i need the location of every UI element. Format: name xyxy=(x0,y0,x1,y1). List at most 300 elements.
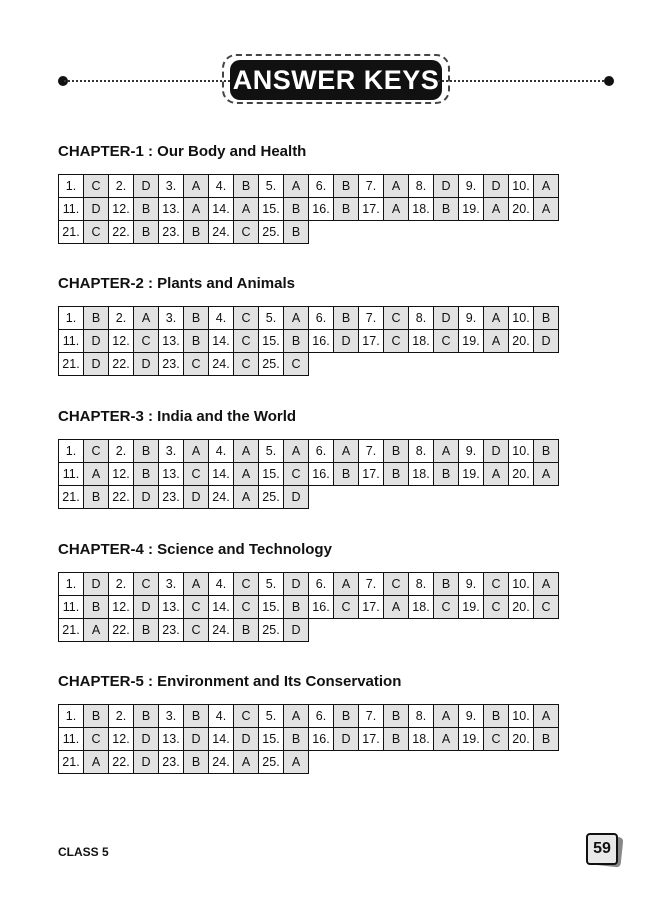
question-number: 9. xyxy=(459,573,484,596)
question-number: 18. xyxy=(409,463,434,486)
question-number: 1. xyxy=(59,573,84,596)
answer-cell: B xyxy=(384,463,409,486)
question-number: 10. xyxy=(509,307,534,330)
answer-cell: D xyxy=(84,198,109,221)
answer-cell: D xyxy=(184,486,209,509)
answer-cell: C xyxy=(234,307,259,330)
question-number: 8. xyxy=(409,175,434,198)
answer-cell: A xyxy=(534,198,559,221)
question-number: 1. xyxy=(59,175,84,198)
empty-cell xyxy=(334,486,359,509)
question-number: 13. xyxy=(159,463,184,486)
empty-cell xyxy=(384,221,409,244)
answer-cell: B xyxy=(134,221,159,244)
answer-cell: A xyxy=(234,463,259,486)
answer-cell: A xyxy=(184,440,209,463)
empty-cell xyxy=(484,221,509,244)
question-number: 18. xyxy=(409,198,434,221)
answer-cell: B xyxy=(534,728,559,751)
answer-cell: B xyxy=(284,330,309,353)
answer-cell: A xyxy=(234,440,259,463)
question-number: 8. xyxy=(409,440,434,463)
answer-cell: D xyxy=(484,440,509,463)
question-number: 16. xyxy=(309,728,334,751)
answer-cell: C xyxy=(484,573,509,596)
answer-row xyxy=(59,330,559,353)
chapter-section xyxy=(58,407,559,509)
question-number: 24. xyxy=(209,486,234,509)
answer-cell: C xyxy=(184,463,209,486)
question-number: 13. xyxy=(159,728,184,751)
question-number: 3. xyxy=(159,307,184,330)
empty-cell xyxy=(534,221,559,244)
empty-cell xyxy=(534,353,559,376)
question-number: 6. xyxy=(309,573,334,596)
answer-cell: C xyxy=(234,573,259,596)
page-header xyxy=(58,58,614,104)
answer-cell: A xyxy=(484,463,509,486)
answer-cell: D xyxy=(484,175,509,198)
question-number: 12. xyxy=(109,596,134,619)
chapter-title: CHAPTER-3 : India and the World xyxy=(58,408,297,425)
question-number: 15. xyxy=(259,198,284,221)
empty-cell xyxy=(434,619,459,642)
answer-cell: B xyxy=(134,440,159,463)
empty-cell xyxy=(384,353,409,376)
question-number: 17. xyxy=(359,728,384,751)
empty-cell xyxy=(434,221,459,244)
empty-cell xyxy=(409,221,434,244)
answer-cell: C xyxy=(184,596,209,619)
question-number: 25. xyxy=(259,486,284,509)
answer-cell: C xyxy=(234,353,259,376)
question-number: 7. xyxy=(359,307,384,330)
question-number: 2. xyxy=(109,573,134,596)
answer-cell: C xyxy=(84,440,109,463)
question-number: 21. xyxy=(59,221,84,244)
answer-row xyxy=(59,728,559,751)
answer-cell: C xyxy=(434,596,459,619)
answer-cell: C xyxy=(234,330,259,353)
answer-cell: D xyxy=(434,307,459,330)
question-number: 11. xyxy=(59,198,84,221)
answer-cell: C xyxy=(284,463,309,486)
answer-cell: C xyxy=(84,728,109,751)
question-number: 1. xyxy=(59,440,84,463)
answer-cell: A xyxy=(334,573,359,596)
question-number: 20. xyxy=(509,463,534,486)
empty-cell xyxy=(334,751,359,774)
question-number: 14. xyxy=(209,330,234,353)
empty-cell xyxy=(534,751,559,774)
answer-cell: C xyxy=(234,596,259,619)
empty-cell xyxy=(484,619,509,642)
chapter-section xyxy=(58,274,559,376)
chapter-section xyxy=(58,672,559,774)
answer-row xyxy=(59,307,559,330)
question-number: 11. xyxy=(59,596,84,619)
answer-cell: A xyxy=(384,175,409,198)
empty-cell xyxy=(459,353,484,376)
question-number: 4. xyxy=(209,440,234,463)
answer-cell: C xyxy=(534,596,559,619)
question-number: 16. xyxy=(309,330,334,353)
empty-cell xyxy=(434,751,459,774)
answer-cell: B xyxy=(184,751,209,774)
question-number: 2. xyxy=(109,705,134,728)
answer-cell: D xyxy=(134,175,159,198)
answer-cell: B xyxy=(534,440,559,463)
question-number: 9. xyxy=(459,440,484,463)
answer-cell: D xyxy=(284,573,309,596)
answer-cell: A xyxy=(284,175,309,198)
question-number: 1. xyxy=(59,307,84,330)
question-number: 15. xyxy=(259,728,284,751)
empty-cell xyxy=(384,619,409,642)
answer-cell: B xyxy=(284,221,309,244)
question-number: 18. xyxy=(409,596,434,619)
empty-cell xyxy=(459,486,484,509)
empty-cell xyxy=(359,619,384,642)
answer-cell: B xyxy=(434,573,459,596)
empty-cell xyxy=(509,221,534,244)
question-number: 2. xyxy=(109,175,134,198)
question-number: 7. xyxy=(359,705,384,728)
answer-cell: B xyxy=(384,705,409,728)
question-number: 22. xyxy=(109,619,134,642)
empty-cell xyxy=(484,486,509,509)
answer-cell: A xyxy=(534,705,559,728)
answer-cell: D xyxy=(434,175,459,198)
answer-cell: A xyxy=(434,728,459,751)
question-number: 11. xyxy=(59,463,84,486)
question-number: 24. xyxy=(209,221,234,244)
question-number: 6. xyxy=(309,440,334,463)
question-number: 6. xyxy=(309,705,334,728)
question-number: 15. xyxy=(259,330,284,353)
empty-cell xyxy=(309,751,334,774)
question-number: 25. xyxy=(259,221,284,244)
question-number: 12. xyxy=(109,330,134,353)
question-number: 8. xyxy=(409,705,434,728)
answer-cell: A xyxy=(484,330,509,353)
question-number: 17. xyxy=(359,330,384,353)
question-number: 1. xyxy=(59,705,84,728)
question-number: 13. xyxy=(159,198,184,221)
question-number: 5. xyxy=(259,573,284,596)
chapter-section xyxy=(58,540,559,642)
question-number: 17. xyxy=(359,596,384,619)
empty-cell xyxy=(534,486,559,509)
question-number: 16. xyxy=(309,198,334,221)
question-number: 4. xyxy=(209,705,234,728)
answer-cell: B xyxy=(84,486,109,509)
answer-cell: A xyxy=(184,198,209,221)
answer-cell: A xyxy=(184,175,209,198)
empty-cell xyxy=(334,353,359,376)
answer-table xyxy=(58,174,559,244)
answer-cell: A xyxy=(234,198,259,221)
question-number: 22. xyxy=(109,751,134,774)
answer-cell: B xyxy=(434,463,459,486)
answer-cell: B xyxy=(284,596,309,619)
answer-cell: D xyxy=(334,728,359,751)
empty-cell xyxy=(509,751,534,774)
answer-cell: D xyxy=(284,619,309,642)
empty-cell xyxy=(509,353,534,376)
answer-cell: D xyxy=(334,330,359,353)
empty-cell xyxy=(434,353,459,376)
question-number: 23. xyxy=(159,221,184,244)
answer-cell: C xyxy=(384,573,409,596)
answer-cell: A xyxy=(284,440,309,463)
question-number: 12. xyxy=(109,728,134,751)
question-number: 22. xyxy=(109,221,134,244)
question-number: 16. xyxy=(309,596,334,619)
empty-cell xyxy=(509,619,534,642)
answer-row xyxy=(59,463,559,486)
question-number: 10. xyxy=(509,175,534,198)
answer-cell: B xyxy=(334,198,359,221)
empty-cell xyxy=(484,751,509,774)
question-number: 10. xyxy=(509,573,534,596)
answer-cell: C xyxy=(234,705,259,728)
question-number: 21. xyxy=(59,353,84,376)
question-number: 20. xyxy=(509,330,534,353)
question-number: 5. xyxy=(259,307,284,330)
answer-cell: D xyxy=(84,330,109,353)
question-number: 3. xyxy=(159,705,184,728)
answer-table xyxy=(58,439,559,509)
question-number: 19. xyxy=(459,463,484,486)
empty-cell xyxy=(334,221,359,244)
chapter-title: CHAPTER-1 : Our Body and Health xyxy=(58,143,307,160)
empty-cell xyxy=(534,619,559,642)
page-title: ANSWER KEYS xyxy=(230,60,442,100)
empty-cell xyxy=(359,486,384,509)
empty-cell xyxy=(359,353,384,376)
answer-cell: C xyxy=(484,596,509,619)
dotted-rule xyxy=(64,80,234,82)
question-number: 14. xyxy=(209,728,234,751)
answer-cell: D xyxy=(84,353,109,376)
empty-cell xyxy=(409,486,434,509)
answer-cell: D xyxy=(134,728,159,751)
question-number: 21. xyxy=(59,486,84,509)
answer-cell: C xyxy=(434,330,459,353)
answer-cell: B xyxy=(334,307,359,330)
empty-cell xyxy=(409,751,434,774)
question-number: 18. xyxy=(409,728,434,751)
question-number: 24. xyxy=(209,751,234,774)
empty-cell xyxy=(509,486,534,509)
question-number: 23. xyxy=(159,619,184,642)
bullet-dot-icon xyxy=(604,76,614,86)
answer-cell: C xyxy=(184,353,209,376)
question-number: 5. xyxy=(259,705,284,728)
chapter-title: CHAPTER-4 : Science and Technology xyxy=(58,541,332,558)
answer-cell: B xyxy=(184,705,209,728)
question-number: 6. xyxy=(309,175,334,198)
answer-cell: B xyxy=(534,307,559,330)
question-number: 23. xyxy=(159,353,184,376)
answer-cell: D xyxy=(234,728,259,751)
page-number: 59 xyxy=(586,833,618,865)
question-number: 6. xyxy=(309,307,334,330)
question-number: 3. xyxy=(159,440,184,463)
question-number: 2. xyxy=(109,440,134,463)
answer-row xyxy=(59,486,559,509)
answer-cell: A xyxy=(534,175,559,198)
question-number: 4. xyxy=(209,573,234,596)
answer-row xyxy=(59,175,559,198)
answer-cell: B xyxy=(234,175,259,198)
answer-cell: B xyxy=(84,705,109,728)
question-number: 3. xyxy=(159,573,184,596)
answer-cell: A xyxy=(384,198,409,221)
answer-cell: C xyxy=(484,728,509,751)
answer-cell: B xyxy=(234,619,259,642)
question-number: 12. xyxy=(109,463,134,486)
answer-cell: D xyxy=(534,330,559,353)
answer-cell: B xyxy=(284,198,309,221)
answer-cell: A xyxy=(184,573,209,596)
answer-cell: A xyxy=(334,440,359,463)
question-number: 24. xyxy=(209,619,234,642)
question-number: 23. xyxy=(159,751,184,774)
question-number: 18. xyxy=(409,330,434,353)
empty-cell xyxy=(459,619,484,642)
answer-cell: D xyxy=(184,728,209,751)
answer-row xyxy=(59,198,559,221)
question-number: 19. xyxy=(459,198,484,221)
empty-cell xyxy=(384,486,409,509)
question-number: 7. xyxy=(359,175,384,198)
question-number: 19. xyxy=(459,330,484,353)
answer-row xyxy=(59,573,559,596)
answer-cell: A xyxy=(534,463,559,486)
empty-cell xyxy=(359,751,384,774)
answer-cell: B xyxy=(134,619,159,642)
answer-row xyxy=(59,596,559,619)
question-number: 7. xyxy=(359,573,384,596)
question-number: 17. xyxy=(359,463,384,486)
answer-cell: D xyxy=(84,573,109,596)
answer-table xyxy=(58,704,559,774)
empty-cell xyxy=(309,221,334,244)
empty-cell xyxy=(459,221,484,244)
question-number: 13. xyxy=(159,596,184,619)
question-number: 3. xyxy=(159,175,184,198)
answer-row xyxy=(59,221,559,244)
answer-row xyxy=(59,619,559,642)
answer-cell: C xyxy=(134,330,159,353)
question-number: 21. xyxy=(59,751,84,774)
answer-cell: B xyxy=(434,198,459,221)
answer-cell: C xyxy=(384,330,409,353)
answer-cell: A xyxy=(84,463,109,486)
empty-cell xyxy=(334,619,359,642)
answer-cell: B xyxy=(284,728,309,751)
question-number: 25. xyxy=(259,353,284,376)
answer-cell: A xyxy=(434,705,459,728)
answer-cell: A xyxy=(84,619,109,642)
question-number: 22. xyxy=(109,486,134,509)
question-number: 13. xyxy=(159,330,184,353)
empty-cell xyxy=(309,619,334,642)
question-number: 22. xyxy=(109,353,134,376)
answer-cell: D xyxy=(134,486,159,509)
answer-cell: D xyxy=(134,751,159,774)
question-number: 9. xyxy=(459,307,484,330)
answer-cell: C xyxy=(234,221,259,244)
empty-cell xyxy=(309,486,334,509)
answer-cell: B xyxy=(184,330,209,353)
answer-cell: D xyxy=(134,353,159,376)
answer-cell: A xyxy=(284,751,309,774)
question-number: 11. xyxy=(59,728,84,751)
empty-cell xyxy=(409,353,434,376)
question-number: 8. xyxy=(409,307,434,330)
chapter-title: CHAPTER-2 : Plants and Animals xyxy=(58,275,295,292)
question-number: 17. xyxy=(359,198,384,221)
question-number: 15. xyxy=(259,596,284,619)
answer-table xyxy=(58,572,559,642)
answer-row xyxy=(59,353,559,376)
question-number: 25. xyxy=(259,619,284,642)
question-number: 25. xyxy=(259,751,284,774)
question-number: 24. xyxy=(209,353,234,376)
question-number: 8. xyxy=(409,573,434,596)
question-number: 21. xyxy=(59,619,84,642)
answer-cell: C xyxy=(84,175,109,198)
question-number: 7. xyxy=(359,440,384,463)
question-number: 19. xyxy=(459,728,484,751)
answer-cell: B xyxy=(184,307,209,330)
answer-cell: B xyxy=(384,440,409,463)
answer-cell: B xyxy=(334,175,359,198)
question-number: 15. xyxy=(259,463,284,486)
question-number: 19. xyxy=(459,596,484,619)
question-number: 16. xyxy=(309,463,334,486)
empty-cell xyxy=(459,751,484,774)
question-number: 14. xyxy=(209,463,234,486)
answer-cell: A xyxy=(434,440,459,463)
question-number: 20. xyxy=(509,728,534,751)
question-number: 14. xyxy=(209,596,234,619)
answer-cell: B xyxy=(134,705,159,728)
empty-cell xyxy=(384,751,409,774)
answer-cell: A xyxy=(284,307,309,330)
answer-cell: B xyxy=(184,221,209,244)
answer-cell: C xyxy=(184,619,209,642)
answer-cell: A xyxy=(484,198,509,221)
answer-cell: B xyxy=(334,463,359,486)
answer-cell: C xyxy=(134,573,159,596)
question-number: 12. xyxy=(109,198,134,221)
answer-cell: A xyxy=(484,307,509,330)
question-number: 11. xyxy=(59,330,84,353)
answer-cell: A xyxy=(134,307,159,330)
question-number: 20. xyxy=(509,596,534,619)
answer-cell: D xyxy=(134,596,159,619)
answer-cell: B xyxy=(134,463,159,486)
empty-cell xyxy=(484,353,509,376)
question-number: 10. xyxy=(509,440,534,463)
question-number: 5. xyxy=(259,440,284,463)
answer-cell: A xyxy=(284,705,309,728)
answer-cell: B xyxy=(484,705,509,728)
